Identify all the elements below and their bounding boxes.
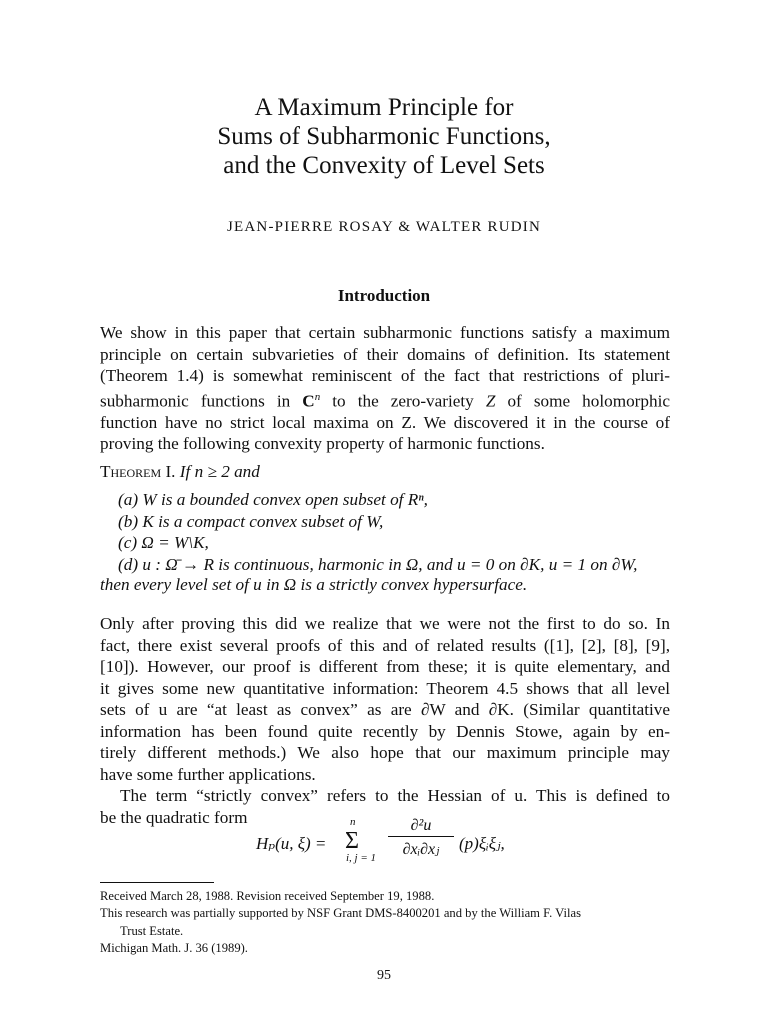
fraction-numerator: ∂²u bbox=[410, 817, 432, 834]
complex-space-exponent: n bbox=[314, 390, 321, 403]
partial-derivative-fraction bbox=[388, 817, 454, 859]
sum-symbol: Σ bbox=[345, 828, 359, 854]
fraction-bar bbox=[388, 836, 454, 837]
p2-line-6: information has been found quite recently by Dennis Stowe, again by en- bbox=[100, 721, 670, 741]
theorem-conditions bbox=[118, 489, 678, 575]
p3-line-2: be the quadratic form bbox=[100, 807, 248, 827]
footnote-journal: Michigan Math. J. 36 (1989). bbox=[100, 941, 248, 956]
p2-line-4: it gives some new quantitative information: Theorem 4.5 shows that all level bbox=[100, 678, 670, 698]
intro-line-3: (Theorem 1.4) is somewhat reminiscent of the fact that restrictions of pluri- bbox=[100, 366, 670, 385]
title-line-1: A Maximum Principle for bbox=[254, 94, 514, 121]
second-paragraph bbox=[100, 613, 670, 785]
intro-paragraph bbox=[100, 322, 670, 455]
p2-line-3: [10]). However, our proof is different from these; it is quite elementary, and bbox=[100, 657, 670, 676]
sum-upper-limit: n bbox=[350, 816, 356, 828]
intro-line-4-a: subharmonic functions in bbox=[100, 391, 303, 411]
footnote-received: Received March 28, 1988. Revision received September 19, 1988. bbox=[100, 889, 435, 903]
intro-line-4-c: of some holomorphic bbox=[495, 391, 670, 411]
p2-line-7: tirely different methods.) We also hope that our maximum principle may bbox=[100, 743, 670, 762]
hessian-equation bbox=[0, 818, 768, 868]
equation-lhs: Hₚ(u, ξ) = bbox=[256, 834, 327, 853]
condition-c: (c) Ω = W\K, bbox=[118, 533, 209, 552]
theorem-hypothesis: If n ≥ 2 and bbox=[179, 462, 260, 481]
footnote-rule bbox=[100, 882, 214, 883]
theorem-statement bbox=[100, 462, 670, 482]
p2-line-5: sets of u are “at least as convex” as are ∂W and ∂K. (Similar quantitative bbox=[100, 700, 670, 719]
equation-rhs: (p)ξᵢξⱼ, bbox=[459, 834, 505, 853]
intro-line-5: function have no strict local maxima on Z. We discovered it in the course of bbox=[100, 412, 670, 432]
fraction-denominator: ∂xᵢ∂xⱼ bbox=[402, 841, 440, 858]
intro-line-4-b: to the zero-variety bbox=[320, 391, 486, 411]
complex-space-symbol: C bbox=[302, 391, 315, 411]
theorem-conclusion: then every level set of u in Ω is a strictly convex hypersurface. bbox=[100, 575, 528, 594]
intro-line-2: principle on certain subvarieties of their domains of definition. Its statement bbox=[100, 344, 670, 364]
p2-line-8: have some further applications. bbox=[100, 764, 316, 784]
intro-line-1: We show in this paper that certain subharmonic functions satisfy a maximum bbox=[100, 323, 670, 342]
footnote-support: This research was partially supported by NSF Grant DMS-8400201 and by the William F. Vilas bbox=[100, 906, 582, 921]
page-number: 95 bbox=[377, 968, 391, 983]
section-heading: Introduction bbox=[337, 286, 431, 305]
variety-symbol: Z bbox=[485, 391, 496, 411]
theorem-label: Theorem I. bbox=[100, 462, 176, 481]
title-line-2: Sums of Subharmonic Functions, bbox=[217, 123, 551, 150]
p3-line-1: The term “strictly convex” refers to the Hessian of u. This is defined to bbox=[120, 786, 670, 805]
paper-title bbox=[0, 93, 768, 180]
condition-a: (a) W is a bounded convex open subset of Rⁿ, bbox=[118, 490, 428, 509]
condition-d: (d) u : Ω̄ → R is continuous, harmonic in Ω, and u = 0 on ∂K, u = 1 on ∂W, bbox=[118, 554, 638, 574]
footnotes bbox=[100, 888, 680, 958]
title-line-3: and the Convexity of Level Sets bbox=[223, 152, 545, 179]
intro-line-4 bbox=[100, 387, 670, 412]
authors: JEAN-PIERRE ROSAY & WALTER RUDIN bbox=[227, 219, 541, 235]
footnote-support-cont: Trust Estate. bbox=[120, 923, 184, 938]
intro-line-6: proving the following convexity property of harmonic functions. bbox=[100, 434, 545, 454]
sum-lower-limit: i, j = 1 bbox=[346, 852, 377, 864]
condition-b: (b) K is a compact convex subset of W, bbox=[118, 511, 384, 531]
p2-line-2: fact, there exist several proofs of this and of related results ([1], [2], [8], [9], bbox=[100, 635, 670, 655]
p2-line-1: Only after proving this did we realize that we were not the first to do so. In bbox=[100, 614, 670, 633]
